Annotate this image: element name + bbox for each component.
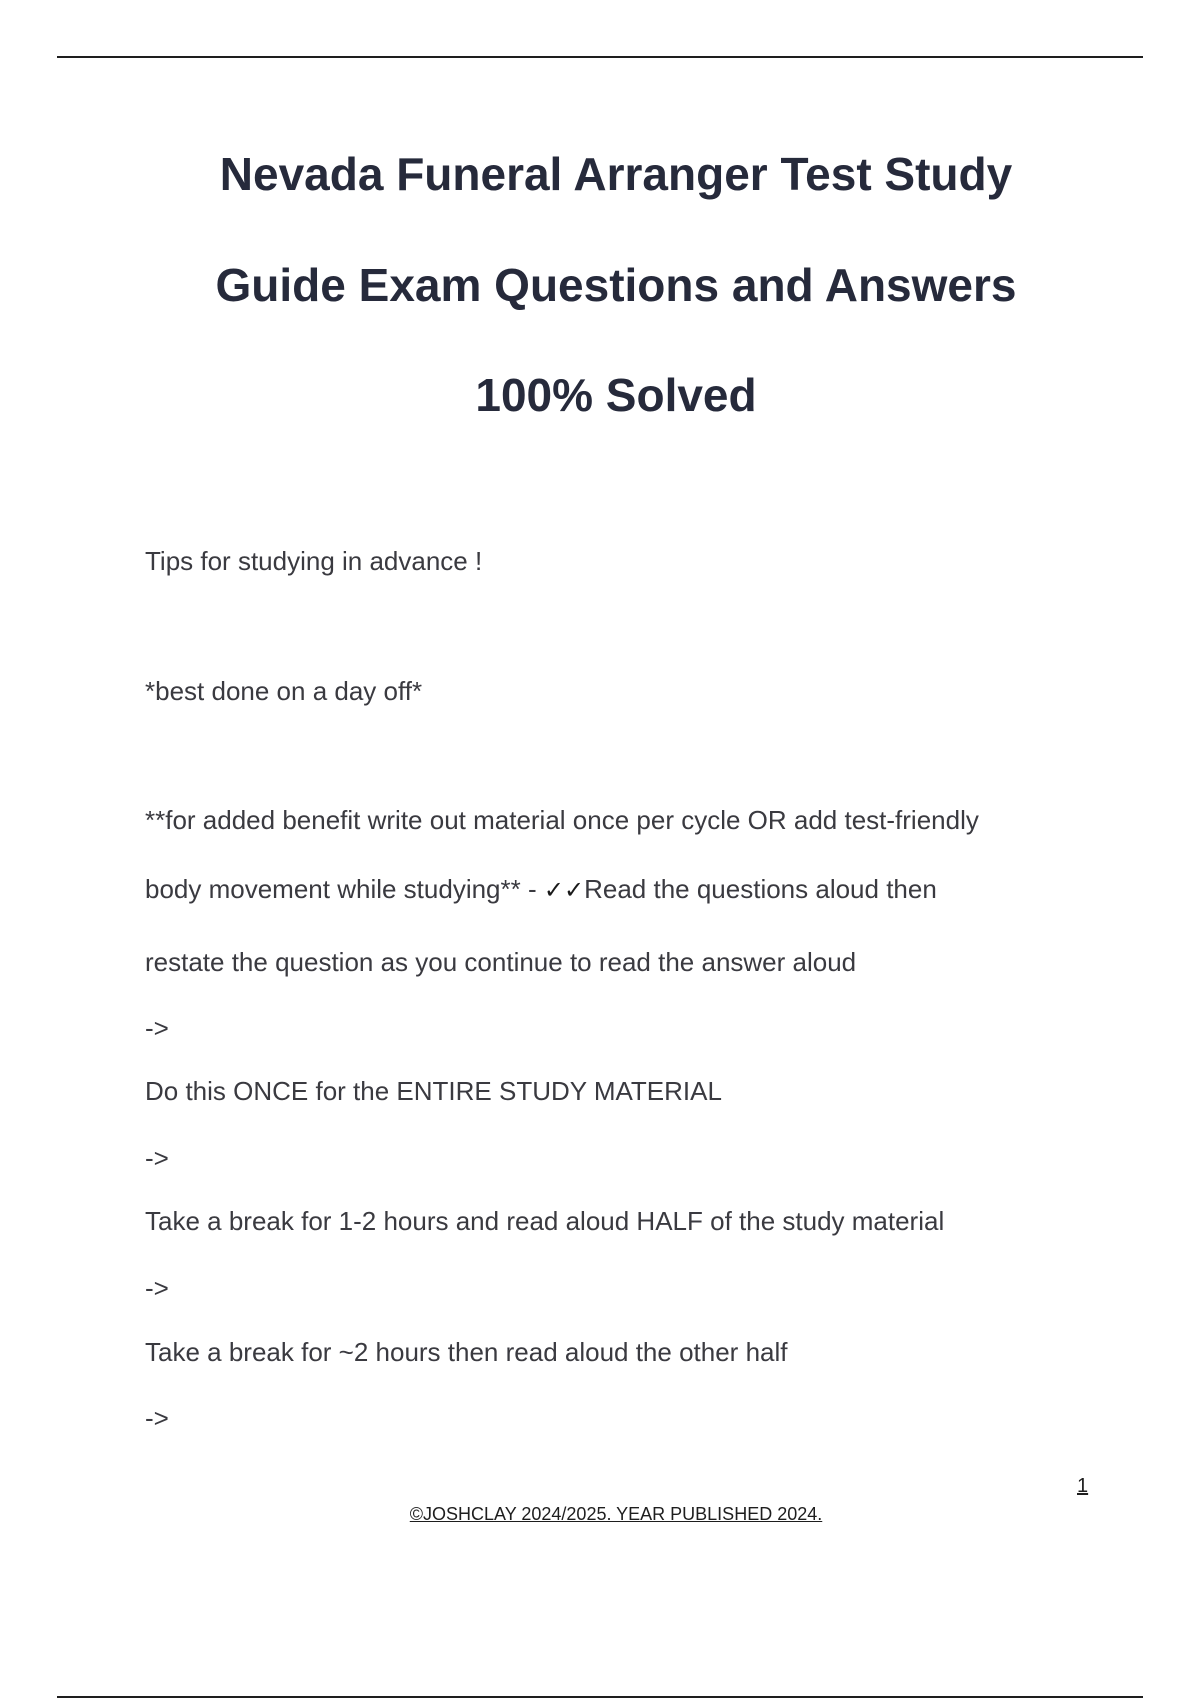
- arrow-1: ->: [145, 1013, 169, 1043]
- document-title-line-1: Nevada Funeral Arranger Test Study: [219, 148, 1013, 200]
- page-number: 1: [1077, 1475, 1089, 1497]
- benefit-line-2-prefix: body movement while studying** -: [145, 874, 544, 904]
- arrow-2: ->: [145, 1143, 169, 1173]
- tips-heading: Tips for studying in advance !: [145, 546, 483, 576]
- benefit-line-3: restate the question as you continue to read the answer aloud: [145, 947, 857, 977]
- step-1: Do this ONCE for the ENTIRE STUDY MATERIAL: [145, 1076, 722, 1106]
- double-checkmark-icon: ✓✓: [543, 876, 585, 904]
- document-title-line-2: Guide Exam Questions and Answers: [215, 259, 1017, 311]
- copyright-footer: ©JOSHCLAY 2024/2025. YEAR PUBLISHED 2024.: [409, 1504, 823, 1524]
- arrow-3: ->: [145, 1273, 169, 1303]
- best-done-note: *best done on a day off*: [145, 676, 423, 706]
- document-title-line-3: 100% Solved: [475, 369, 757, 421]
- step-3: Take a break for ~2 hours then read aloud the other half: [145, 1337, 788, 1367]
- bottom-rule: [57, 1696, 1143, 1698]
- step-2: Take a break for 1-2 hours and read aloud HALF of the study material: [145, 1206, 945, 1236]
- arrow-4: ->: [145, 1403, 169, 1433]
- benefit-line-2-suffix: Read the questions aloud then: [584, 874, 937, 904]
- benefit-line-2: [145, 873, 937, 906]
- benefit-line-1: **for added benefit write out material once per cycle OR add test-friendly: [145, 805, 979, 835]
- top-rule: [57, 56, 1143, 58]
